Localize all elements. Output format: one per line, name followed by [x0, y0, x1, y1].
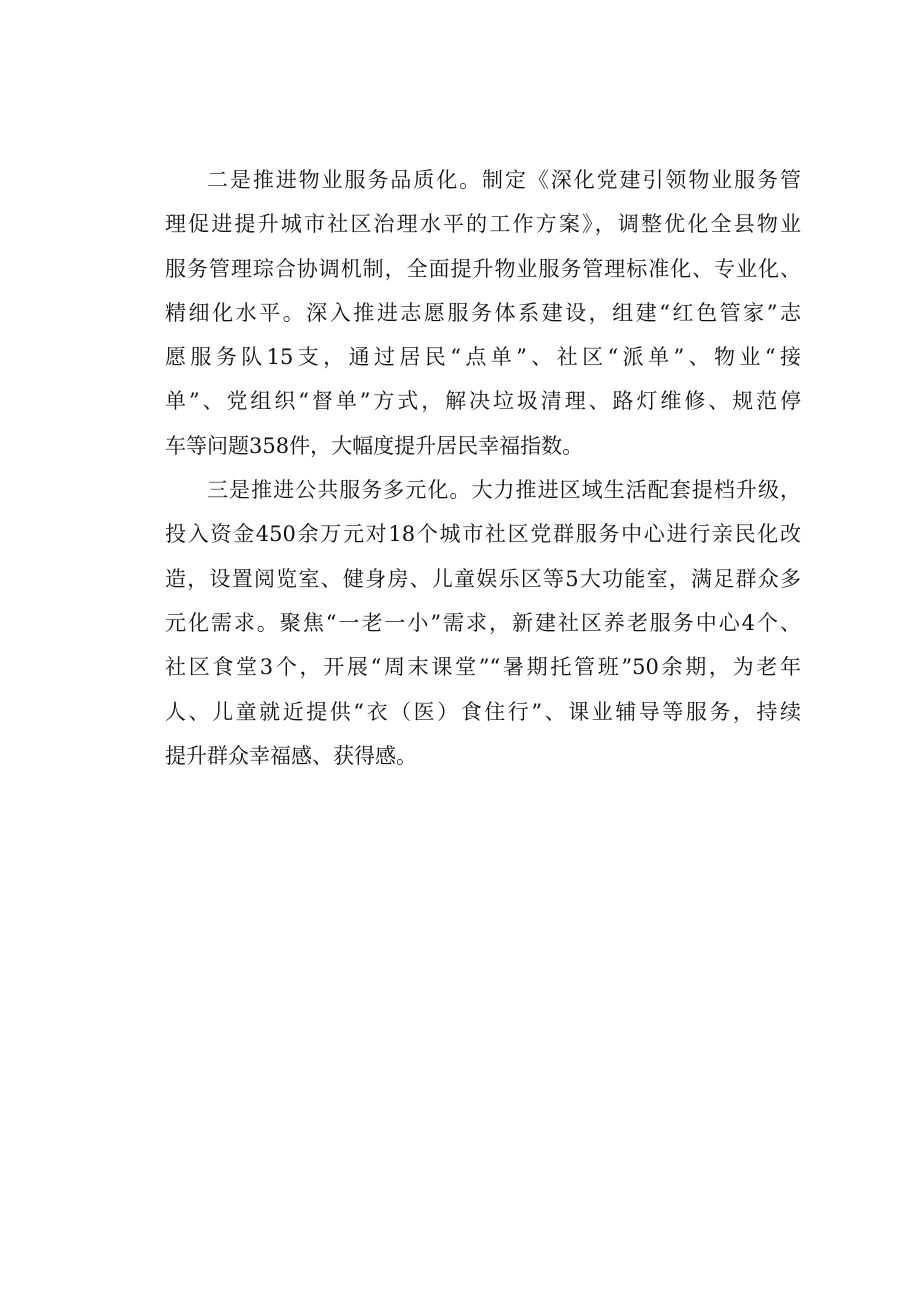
paragraph-public-services: [165, 468, 801, 778]
paragraph-line: 服务管理琮合协调机制，全面提升物业服务管理标准化、专业化、: [165, 256, 801, 281]
paragraph-line: 精细化水平。深入推进志愿服务体系建设，组建“红色管家”志: [165, 300, 801, 325]
paragraph-line: 理促进提升城市社区治理水平的工作方案》，调整优化全县物业: [165, 212, 801, 237]
paragraph-line: 元化需求。聚焦“一老一小”需求，新建社区养老服务中心4个、: [165, 610, 801, 635]
paragraph-line: 提升群众幸福感、获得感。: [165, 743, 417, 768]
paragraph-line: 车等问题358件，大幅度提升居民幸福指数。: [165, 433, 584, 458]
paragraph-line: 投入资金450余万元对18个城市社区党群服务中心进行亲民化改: [165, 522, 801, 547]
paragraph-line: 三是推进公共服务多元化。大力推进区域生活配套提档升级，: [207, 478, 801, 503]
paragraph-line: 造，设置阅览室、健身房、儿童娱乐区等5大功能室，满足群众多: [165, 566, 801, 591]
paragraph-line: 二是推进物业服务品质化。制定《深化党建引领物业服务管: [207, 168, 801, 192]
paragraph-property-services: [165, 158, 801, 468]
paragraph-line: 人、儿童就近提供“衣（医）食住行”、课业辅导等服务，持续: [165, 699, 801, 724]
paragraph-line: 单”、党组织“督单”方式，解决垃圾清理、路灯维修、规范停: [165, 389, 801, 414]
document-body: [165, 158, 801, 778]
paragraph-line: 社区食堂3个，开展“周末课堂”“暑期托管班”50余期，为老年: [165, 655, 801, 680]
paragraph-line: 愿服务队15支，通过居民“点单”、社区“派单”、物业“接: [165, 345, 801, 370]
